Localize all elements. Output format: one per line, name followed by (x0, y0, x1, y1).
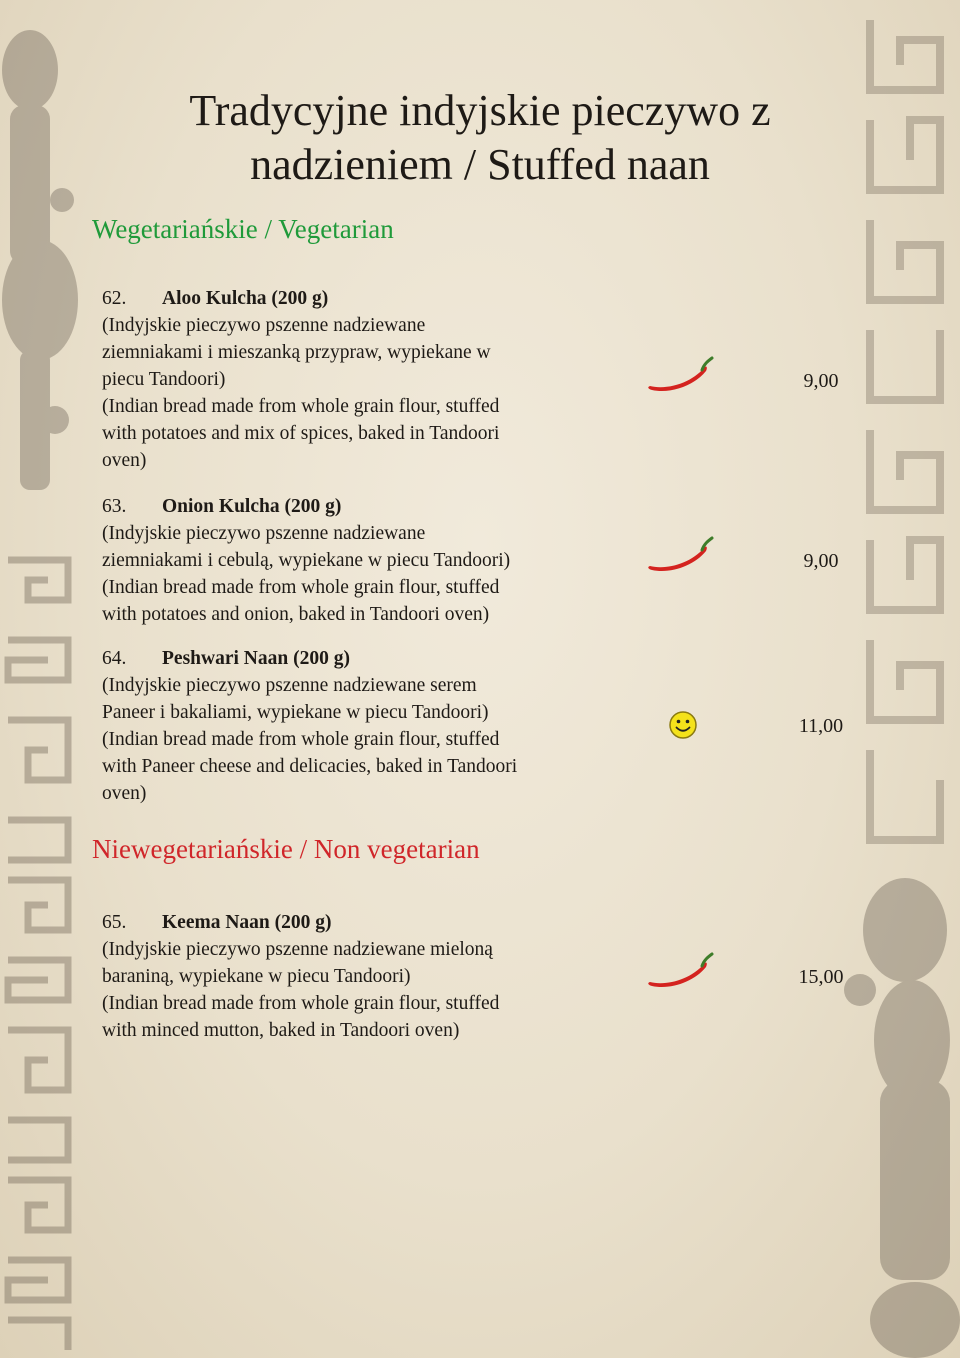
dancer-figure-right-ornament (800, 860, 960, 1358)
item-description: (Indyjskie pieczywo pszenne nadziewane ziemniakami i mieszanką przypraw, wypiekane w piecu Tandoori) (Indian bread made from whole grain flour, stuffed with potatoes and mix of spices, baked in Tandoori oven) (102, 315, 500, 471)
chili-pepper-icon (646, 952, 714, 990)
menu-item-62 (102, 285, 582, 474)
menu-item-64 (102, 645, 582, 807)
section-heading-vegetarian: Wegetariańskie / Vegetarian (92, 214, 394, 244)
chili-pepper-icon (646, 356, 714, 394)
deity-figure-left-ornament (0, 0, 90, 520)
item-name: Onion Kulcha (200 g) (162, 496, 342, 517)
section-heading-non-vegetarian: Niewegetariańskie / Non vegetarian (92, 834, 480, 864)
item-number: 62. (102, 288, 127, 309)
item-name: Peshwari Naan (200 g) (162, 648, 350, 669)
chili-pepper-icon (646, 536, 714, 574)
item-price: 9,00 (803, 550, 839, 572)
item-price: 15,00 (798, 966, 844, 988)
meander-border-right-ornament (850, 0, 960, 860)
smiley-face-icon (668, 710, 698, 740)
item-number: 63. (102, 496, 127, 517)
menu-item-63 (102, 493, 582, 628)
item-description: (Indyjskie pieczywo pszenne nadziewane serem Paneer i bakaliami, wypiekane w piecu Tandoori) (Indian bread made from whole grain flour, stuffed with Paneer cheese and delicacies, baked in Tandoori oven) (102, 675, 518, 804)
page-title: Tradycyjne indyjskie pieczywo z nadzieniem / Stuffed naan (189, 86, 771, 189)
item-number: 65. (102, 912, 127, 933)
item-name: Keema Naan (200 g) (162, 912, 332, 933)
menu-item-65 (102, 909, 582, 1044)
item-description: (Indyjskie pieczywo pszenne nadziewane ziemniakami i cebulą, wypiekane w piecu Tandoori) (Indian bread made from whole grain flour, stuffed with potatoes and onion, baked in Tandoori oven) (102, 523, 511, 625)
item-number: 64. (102, 648, 127, 669)
item-price: 11,00 (798, 715, 844, 737)
item-description: (Indyjskie pieczywo pszenne nadziewane mieloną baraniną, wypiekane w piecu Tandoori) (Indian bread made from whole grain flour, stuffed with minced mutton, baked in Tandoori oven) (102, 939, 500, 1041)
item-price: 9,00 (803, 370, 839, 392)
item-name: Aloo Kulcha (200 g) (162, 288, 329, 309)
